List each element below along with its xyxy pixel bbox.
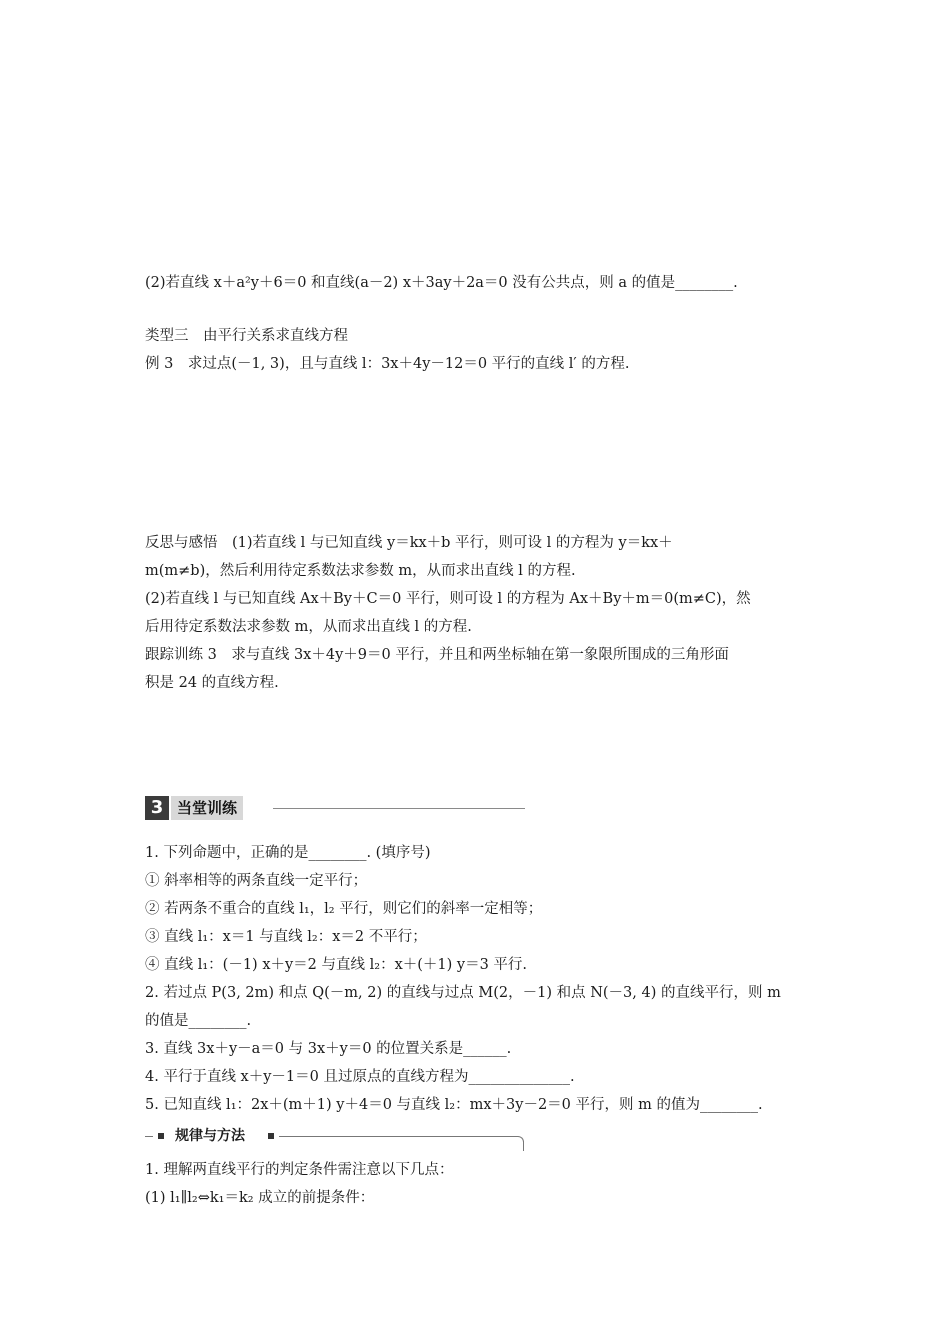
- section-divider: [273, 808, 525, 809]
- type3-heading: 类型三 由平行关系求直线方程: [145, 328, 348, 344]
- box-rule-left: [145, 1136, 153, 1137]
- question-2: (2)若直线 x＋a²y＋6＝0 和直线(a－2) x＋3ay＋2a＝0 没有公共点，则 a 的值是________.: [145, 275, 738, 291]
- reflection-line-4: 后用待定系数法求参数 m，从而求出直线 l 的方程.: [145, 619, 472, 635]
- reflection-line-2: m(m≠b)，然后利用待定系数法求参数 m，从而求出直线 l 的方程.: [145, 563, 576, 579]
- practice-q5: 5. 已知直线 l₁：2x＋(m＋1) y＋4＝0 与直线 l₂：mx＋3y－2＝0 平行，则 m 的值为________.: [145, 1097, 763, 1113]
- practice-q1-option-4: ④ 直线 l₁：(－1) x＋y＝2 与直线 l₂：x＋(＋1) y＝3 平行.: [145, 957, 528, 973]
- box-rule-right: [279, 1136, 515, 1137]
- rules-line-1: 1. 理解两直线平行的判定条件需注意以下几点：: [145, 1162, 454, 1178]
- section-title: 当堂训练: [171, 796, 243, 820]
- section-number-badge: 3: [145, 796, 169, 820]
- rules-methods-box: [145, 1128, 523, 1150]
- reflection-line-3: (2)若直线 l 与已知直线 Ax＋By＋C＝0 平行，则可设 l 的方程为 Ax＋By＋m＝0(m≠C)，然: [145, 591, 751, 607]
- square-bullet-icon: [158, 1133, 164, 1139]
- box-corner: [515, 1136, 524, 1151]
- practice-q1-option-2: ② 若两条不重合的直线 l₁，l₂ 平行，则它们的斜率一定相等；: [145, 901, 543, 917]
- followup-3-line-1: 跟踪训练 3 求与直线 3x＋4y＋9＝0 平行，并且和两坐标轴在第一象限所围成的三角形面: [145, 647, 729, 663]
- practice-q2-line-2: 的值是________.: [145, 1013, 252, 1029]
- practice-q1: 1. 下列命题中，正确的是________. (填序号): [145, 845, 431, 861]
- practice-q3: 3. 直线 3x＋y－a＝0 与 3x＋y＝0 的位置关系是______.: [145, 1041, 512, 1057]
- rules-line-2: (1) l₁∥l₂⇔k₁＝k₂ 成立的前提条件：: [145, 1190, 375, 1206]
- followup-3-line-2: 积是 24 的直线方程.: [145, 675, 279, 691]
- practice-q4: 4. 平行于直线 x＋y－1＝0 且过原点的直线方程为______________.: [145, 1069, 575, 1085]
- practice-q1-option-3: ③ 直线 l₁：x＝1 与直线 l₂：x＝2 不平行；: [145, 929, 427, 945]
- rules-methods-title: 规律与方法: [175, 1128, 245, 1144]
- practice-q1-option-1: ① 斜率相等的两条直线一定平行；: [145, 873, 368, 889]
- example-3: 例 3 求过点(－1, 3)，且与直线 l：3x＋4y－12＝0 平行的直线 l′ 的方程.: [145, 356, 630, 372]
- practice-q2-line-1: 2. 若过点 P(3, 2m) 和点 Q(－m, 2) 的直线与过点 M(2，－1) 和点 N(－3, 4) 的直线平行，则 m: [145, 985, 781, 1001]
- section-3-header: [145, 796, 525, 822]
- reflection-line-1: 反思与感悟 (1)若直线 l 与已知直线 y＝kx＋b 平行，则可设 l 的方程为 y＝kx＋: [145, 535, 673, 551]
- square-bullet-icon: [268, 1133, 274, 1139]
